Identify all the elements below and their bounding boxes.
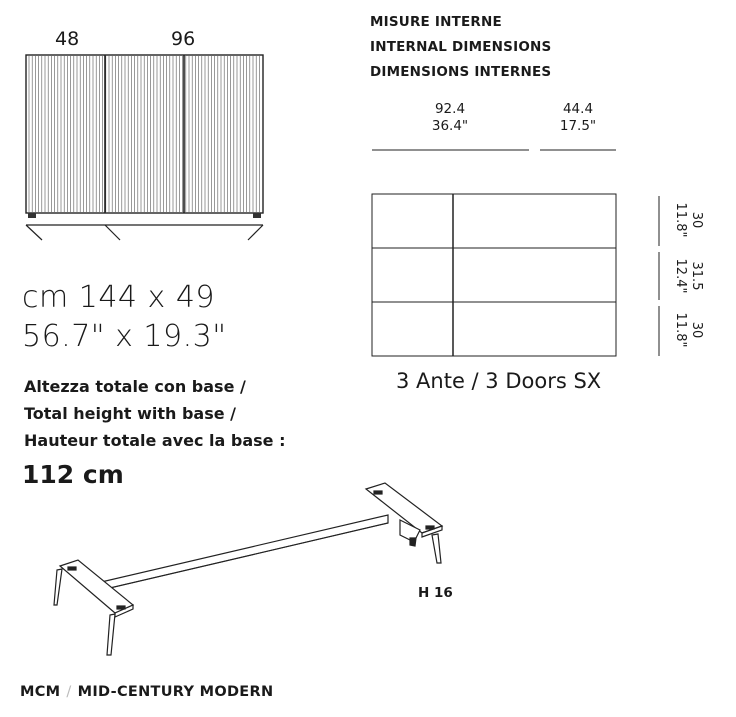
total-height-label-it: Altezza totale con base / (24, 377, 246, 396)
total-height-label-fr: Hauteur totale avec la base : (24, 431, 286, 450)
shelf-height-1-in: 11.8" (673, 202, 688, 238)
interior-width-left-cm: 92.4 (434, 101, 466, 117)
interior-heading-it: MISURE INTERNE (370, 14, 502, 30)
shelf-height-3-in: 11.8" (673, 312, 688, 348)
shelf-height-2-in: 12.4" (673, 258, 688, 294)
base-height-label: H 16 (418, 585, 453, 601)
shelf-height-2 (670, 251, 704, 301)
footer-separator: / (66, 684, 72, 700)
interior-width-right-cm: 44.4 (562, 101, 594, 117)
base-leg-front-left (26, 225, 42, 240)
footer-collection-name: MID-CENTURY MODERN (77, 684, 274, 700)
door-width-label-large: 96 (171, 28, 196, 50)
shelf-height-1 (670, 195, 704, 245)
size-cm: cm 144 x 49 (22, 280, 216, 315)
interior-outline (372, 194, 616, 356)
total-height-label (24, 373, 286, 454)
interior-heading-en: INTERNAL DIMENSIONS (370, 39, 552, 55)
total-height-label-en: Total height with base / (24, 404, 236, 423)
cabinet-foot-left (28, 213, 36, 218)
interior-heading-fr: DIMENSIONS INTERNES (370, 64, 552, 80)
interior-width-right (543, 101, 613, 135)
base-leg-front-mid (105, 225, 120, 240)
base-perspective-drawing (54, 483, 442, 655)
shelf-height-3 (670, 305, 704, 355)
interior-width-left (415, 101, 485, 135)
shelf-height-1-cm: 30 (689, 211, 704, 229)
base-leg-front-right (248, 225, 263, 240)
cabinet-foot-right (253, 213, 261, 218)
door-width-label-small: 48 (55, 28, 80, 50)
total-height-value: 112 cm (22, 460, 124, 489)
footer (20, 684, 273, 700)
size-inches: 56.7" x 19.3" (22, 319, 227, 354)
interior-width-right-in: 17.5" (559, 118, 597, 134)
interior-heading (370, 10, 551, 85)
footer-code: MCM (20, 684, 61, 700)
shelf-height-2-cm: 31.5 (689, 261, 704, 291)
interior-config-label: 3 Ante / 3 Doors SX (396, 369, 602, 393)
shelf-height-3-cm: 30 (689, 321, 704, 339)
interior-width-left-in: 36.4" (431, 118, 469, 134)
